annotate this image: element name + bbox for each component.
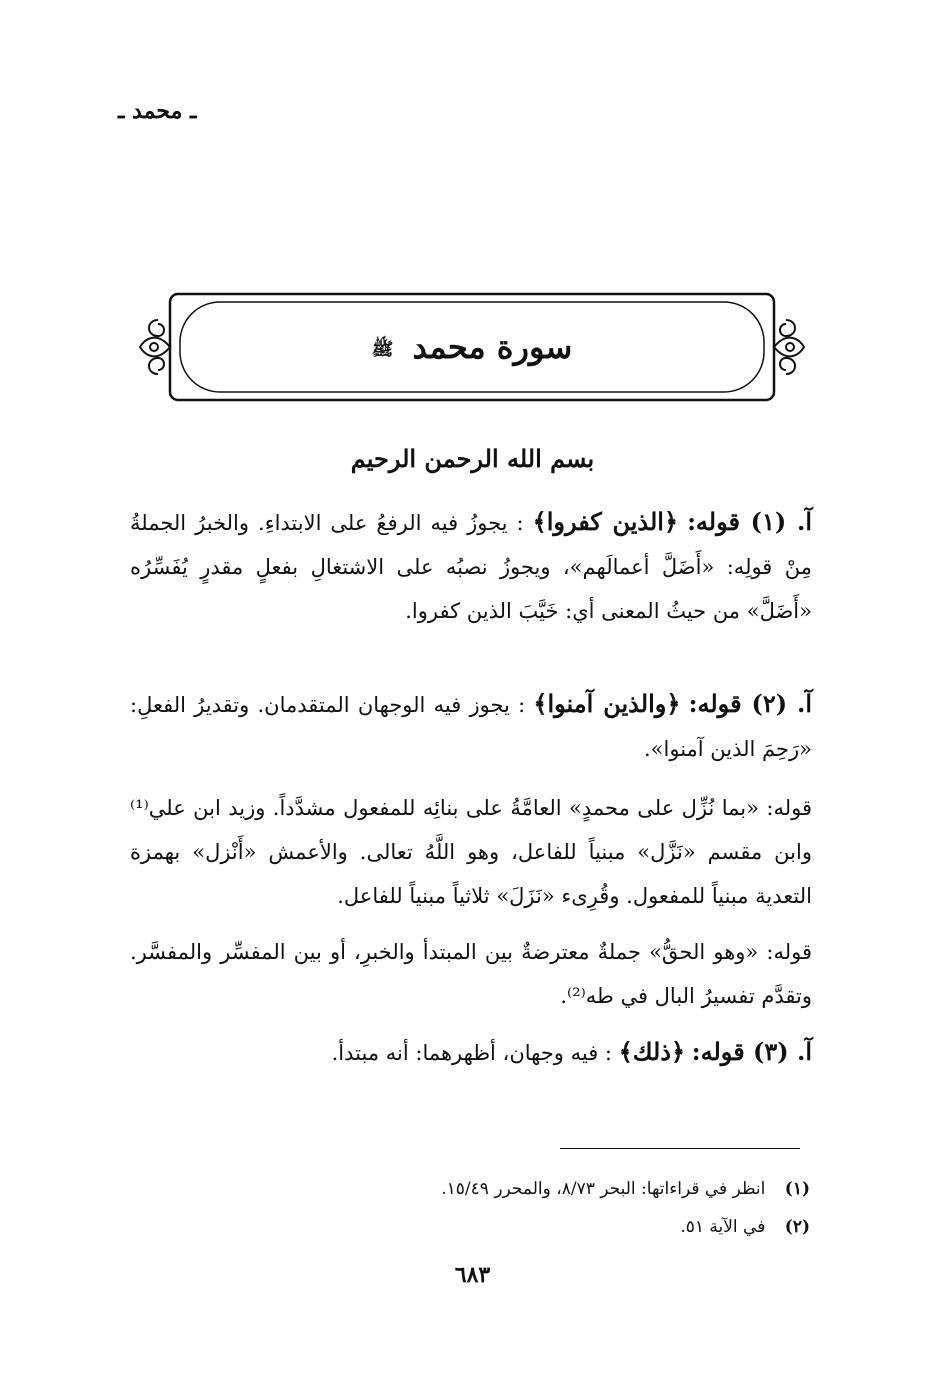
- verse-2-paragraph: [130, 682, 812, 771]
- surah-title-text: سورة محمد: [412, 328, 573, 366]
- verse-2-text: : يجوز فيه الوجهان المتقدمان. وتقديرُ الفعلِ: «رَحِمَ الذين آمنوا».: [130, 693, 812, 761]
- verse-3-text: : فيه وجهان، أظهرهما: أنه مبتدأ.: [331, 1041, 613, 1065]
- footnote-divider: [560, 1148, 800, 1149]
- footnote-item: [330, 1208, 810, 1246]
- footnote-text: في الآية ٥١.: [680, 1217, 766, 1237]
- verse-1-quote: ﴿الذين كفروا﴾: [532, 507, 679, 536]
- verse-2-label: آ. (٢) قوله:: [688, 689, 812, 718]
- surah-title: [136, 290, 808, 404]
- honorific-mark: ﷺ: [371, 338, 394, 360]
- verse-3-quote: ﴿ذلك﴾: [618, 1037, 686, 1066]
- page-number: ٦٨٣: [454, 1262, 491, 1288]
- footnote-text: انظر في قراءاتها: البحر ٨/٧٣، والمحرر ١٥/٤٩.: [441, 1179, 766, 1199]
- verse-3-paragraph: [130, 1030, 812, 1075]
- verse-2-quote: ﴿والذين آمنوا﴾: [533, 689, 681, 718]
- footnote-number: (٢): [784, 1217, 810, 1237]
- footnotes: [330, 1170, 810, 1246]
- basmala: بسم الله الرحمن الرحيم: [350, 444, 595, 473]
- verse-1-paragraph: [130, 500, 812, 633]
- running-header: ـ محمد ـ: [118, 98, 197, 124]
- footnote-item: [330, 1170, 810, 1208]
- commentary-paragraph-1: قوله: «بما نُزِّل على محمدٍ» العامَّةُ على بنائِه للمفعول مشدَّداً. وزيد ابن علي⁽¹⁾ وابن مقسم «نَزَّل» مبنياً للفاعل، وهو اللَّهُ تعالى. والأعمش «أَنْزل» بهمزة التعدية مبنياً للمفعول. وقُرِىء «نَزَلَ» ثلاثياً مبنياً للفاعل.: [130, 796, 812, 908]
- verse-3-label: آ. (٣) قوله:: [691, 1037, 812, 1066]
- verse-1-text: : يجوزُ فيه الرفعُ على الابتداءِ. والخبرُ الجملةُ مِنْ قولِه: «أَضَلَّ أعمالَهم»، ويجوزُ نصبُه على الاشتغالِ بفعلٍ مقدرٍ يُفَسِّرُه «أَضَلَّ» من حيثُ المعنى أي: خَيَّبَ الذين كفروا.: [130, 511, 812, 623]
- verse-1-label: آ. (١) قوله:: [687, 507, 812, 536]
- footnote-number: (١): [784, 1179, 810, 1199]
- commentary-paragraph-2: قوله: «وهو الحقُّ» جملةٌ معترضةٌ بين المبتدأ والخبرِ، أو بين المفسِّر والمفسَّر. وتقدَّم تفسيرُ البال في طه⁽²⁾.: [130, 940, 812, 1008]
- surah-title-frame: [136, 290, 808, 404]
